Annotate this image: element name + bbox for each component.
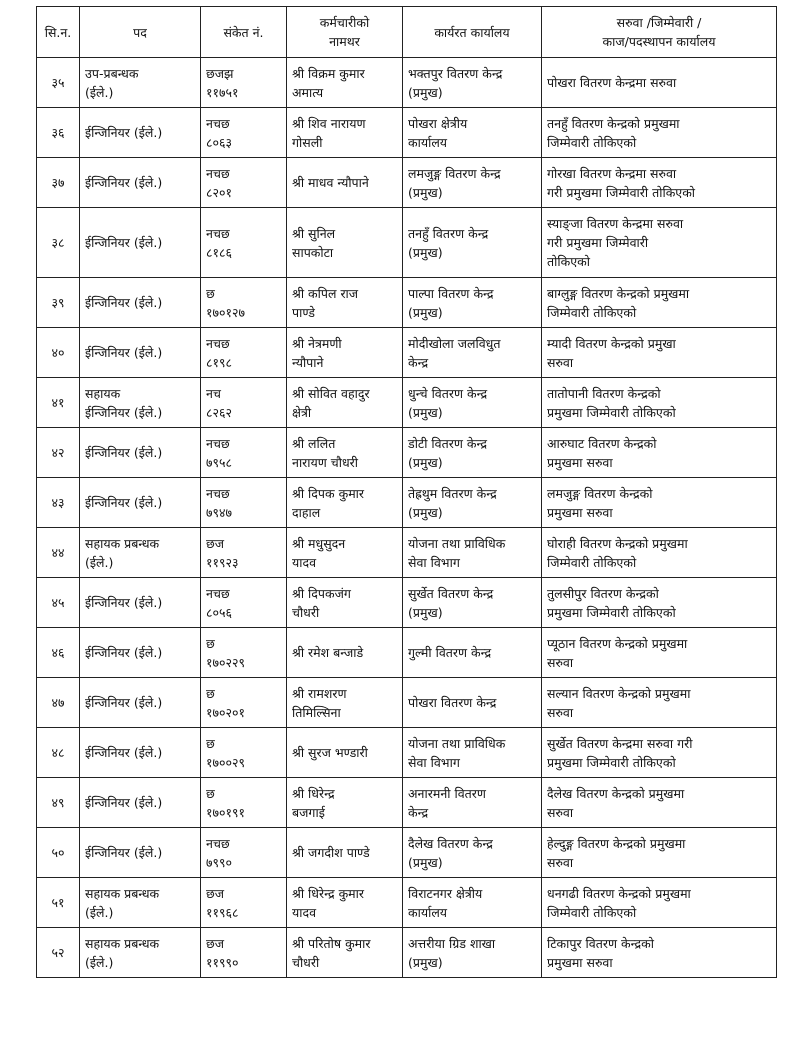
transfer-office-cell-text: टिकापुर वितरण केन्द्रको प्रमुखमा सरुवा: [547, 935, 654, 970]
employee-name-cell-text: श्री दिपक कुमार दाहाल: [292, 485, 365, 520]
table-row: [37, 208, 777, 278]
post-cell: [80, 108, 201, 158]
transfer-office-cell: [542, 58, 777, 108]
serial-number-cell: [37, 678, 80, 728]
working-office-cell-text: सुर्खेत वितरण केन्द्र (प्रमुख): [408, 585, 494, 620]
serial-number-cell: [37, 578, 80, 628]
post-cell-text: ईन्जिनियर (ईले.): [85, 795, 163, 810]
working-office-cell-text: मोदीखोला जलविधुत केन्द्र: [408, 335, 501, 370]
transfer-office-cell-text: लमजुङ्ग वितरण केन्द्रको प्रमुखमा सरुवा: [547, 485, 653, 520]
post-cell-text: ईन्जिनियर (ईले.): [85, 695, 163, 710]
code-number-cell: [201, 208, 287, 278]
code-number-cell: [201, 928, 287, 978]
employee-name-cell-text: श्री जगदीश पाण्डे: [292, 845, 370, 860]
code-number-cell-text: नचछ ७९५८: [206, 435, 233, 470]
employee-name-cell-text: श्री ललित नारायण चौधरी: [292, 435, 358, 470]
serial-number-cell-text: ३७: [51, 175, 65, 190]
employee-name-cell-text: श्री विक्रम कुमार अमात्य: [292, 65, 365, 100]
code-number-cell: [201, 328, 287, 378]
working-office-cell: [403, 678, 542, 728]
code-number-cell-text: नचछ ८२०१: [206, 165, 233, 200]
working-office-cell-text: लमजुङ्ग वितरण केन्द्र (प्रमुख): [408, 165, 501, 200]
code-number-cell: [201, 878, 287, 928]
serial-number-cell-text: ३६: [51, 125, 65, 140]
post-cell: [80, 428, 201, 478]
header-serial-number-text: सि.न.: [44, 24, 72, 40]
serial-number-cell: [37, 278, 80, 328]
employee-name-cell-text: श्री धिरेन्द्र कुमार यादव: [292, 885, 364, 920]
post-cell-text: ईन्जिनियर (ईले.): [85, 295, 163, 310]
transfer-office-cell: [542, 278, 777, 328]
header-row: [37, 7, 777, 58]
table-row: [37, 478, 777, 528]
working-office-cell: [403, 878, 542, 928]
working-office-cell: [403, 728, 542, 778]
working-office-cell: [403, 828, 542, 878]
serial-number-cell: [37, 428, 80, 478]
post-cell-text: उप-प्रबन्धक (ईले.): [85, 65, 139, 100]
working-office-cell: [403, 378, 542, 428]
transfer-office-cell-text: सल्यान वितरण केन्द्रको प्रमुखमा सरुवा: [547, 685, 691, 720]
working-office-cell: [403, 928, 542, 978]
employee-name-cell-text: श्री सोवित वहादुर क्षेत्री: [292, 385, 370, 420]
post-cell: [80, 728, 201, 778]
code-number-cell: [201, 778, 287, 828]
post-cell: [80, 528, 201, 578]
transfer-office-cell: [542, 678, 777, 728]
serial-number-cell-text: ४५: [51, 595, 65, 610]
transfer-office-cell: [542, 728, 777, 778]
code-number-cell-text: छ १७०२०१: [206, 685, 246, 720]
post-cell: [80, 578, 201, 628]
serial-number-cell-text: ४३: [51, 495, 65, 510]
post-cell-text: सहायक ईन्जिनियर (ईले.): [85, 385, 163, 420]
serial-number-cell: [37, 878, 80, 928]
transfer-office-cell-text: पोखरा वितरण केन्द्रमा सरुवा: [547, 75, 677, 90]
post-cell: [80, 328, 201, 378]
post-cell-text: ईन्जिनियर (ईले.): [85, 495, 163, 510]
serial-number-cell-text: ४२: [51, 445, 65, 460]
code-number-cell-text: छज ११९२३: [206, 535, 239, 570]
code-number-cell-text: नचछ ७९९०: [206, 835, 233, 870]
transfer-office-cell: [542, 778, 777, 828]
working-office-cell: [403, 328, 542, 378]
working-office-cell: [403, 478, 542, 528]
code-number-cell-text: नच ८२६२: [206, 385, 233, 420]
table-row: [37, 928, 777, 978]
table-header: [37, 7, 777, 58]
transfer-office-cell-text: दैलेख वितरण केन्द्रको प्रमुखमा सरुवा: [547, 785, 685, 820]
serial-number-cell-text: ४०: [51, 345, 65, 360]
transfer-office-cell: [542, 528, 777, 578]
transfer-office-cell-text: तुलसीपुर वितरण केन्द्रको प्रमुखमा जिम्मेवारी तोकिएको: [547, 585, 676, 620]
post-cell: [80, 278, 201, 328]
working-office-cell: [403, 208, 542, 278]
code-number-cell: [201, 58, 287, 108]
serial-number-cell: [37, 828, 80, 878]
post-cell: [80, 378, 201, 428]
table-row: [37, 628, 777, 678]
code-number-cell: [201, 728, 287, 778]
post-cell-text: ईन्जिनियर (ईले.): [85, 645, 163, 660]
working-office-cell-text: धुन्चे वितरण केन्द्र (प्रमुख): [408, 385, 488, 420]
working-office-cell-text: दैलेख वितरण केन्द्र (प्रमुख): [408, 835, 493, 870]
post-cell: [80, 778, 201, 828]
working-office-cell-text: गुल्मी वितरण केन्द्र: [408, 645, 492, 660]
post-cell: [80, 678, 201, 728]
table-row: [37, 158, 777, 208]
code-number-cell-text: नचछ ८०६३: [206, 115, 233, 150]
working-office-cell: [403, 158, 542, 208]
employee-name-cell: [287, 878, 403, 928]
employee-name-cell-text: श्री नेत्रमणी न्यौपाने: [292, 335, 342, 370]
transfer-office-cell: [542, 378, 777, 428]
serial-number-cell: [37, 778, 80, 828]
serial-number-cell-text: ३८: [51, 235, 65, 250]
employee-name-cell-text: श्री कपिल राज पाण्डे: [292, 285, 359, 320]
code-number-cell-text: छ १७०२२९: [206, 635, 246, 670]
code-number-cell: [201, 108, 287, 158]
employee-name-cell: [287, 108, 403, 158]
transfer-office-cell-text: सुर्खेत वितरण केन्द्रमा सरुवा गरी प्रमुखमा जिम्मेवारी तोकिएको: [547, 735, 693, 770]
transfer-office-cell: [542, 208, 777, 278]
employee-name-cell-text: श्री सुरज भण्डारी: [292, 745, 368, 760]
employee-name-cell-text: श्री धिरेन्द्र बजगाई: [292, 785, 335, 820]
working-office-cell: [403, 58, 542, 108]
post-cell-text: सहायक प्रबन्धक (ईले.): [85, 935, 160, 970]
post-cell-text: ईन्जिनियर (ईले.): [85, 445, 163, 460]
post-cell-text: सहायक प्रबन्धक (ईले.): [85, 535, 160, 570]
working-office-cell-text: तेह्रथुम वितरण केन्द्र (प्रमुख): [408, 485, 497, 520]
code-number-cell-text: नचछ ८०५६: [206, 585, 233, 620]
code-number-cell: [201, 158, 287, 208]
serial-number-cell: [37, 528, 80, 578]
header-transfer-office: [542, 7, 777, 58]
serial-number-cell: [37, 208, 80, 278]
post-cell-text: ईन्जिनियर (ईले.): [85, 845, 163, 860]
document-page: [36, 6, 776, 978]
code-number-cell: [201, 278, 287, 328]
transfer-office-cell-text: प्यूठान वितरण केन्द्रको प्रमुखमा सरुवा: [547, 635, 688, 670]
working-office-cell: [403, 628, 542, 678]
serial-number-cell-text: ३५: [51, 75, 65, 90]
table-row: [37, 378, 777, 428]
header-post-text: पद: [133, 24, 147, 40]
serial-number-cell-text: ४९: [51, 795, 65, 810]
header-employee-name: [287, 7, 403, 58]
post-cell-text: ईन्जिनियर (ईले.): [85, 175, 163, 190]
working-office-cell-text: अनारमनी वितरण केन्द्र: [408, 785, 486, 820]
employee-name-cell: [287, 778, 403, 828]
header-working-office: [403, 7, 542, 58]
transfer-office-cell-text: घोराही वितरण केन्द्रको प्रमुखमा जिम्मेवारी तोकिएको: [547, 535, 688, 570]
working-office-cell-text: पाल्पा वितरण केन्द्र (प्रमुख): [408, 285, 494, 320]
serial-number-cell: [37, 328, 80, 378]
transfer-office-cell-text: म्यादी वितरण केन्द्रको प्रमुखा सरुवा: [547, 335, 676, 370]
transfer-office-cell: [542, 158, 777, 208]
serial-number-cell: [37, 628, 80, 678]
employee-name-cell: [287, 728, 403, 778]
table-row: [37, 528, 777, 578]
transfer-office-cell-text: आरुघाट वितरण केन्द्रको प्रमुखमा सरुवा: [547, 435, 657, 470]
employee-name-cell-text: श्री दिपकजंग चौधरी: [292, 585, 351, 620]
working-office-cell: [403, 528, 542, 578]
table-row: [37, 328, 777, 378]
serial-number-cell: [37, 108, 80, 158]
transfer-office-cell: [542, 108, 777, 158]
code-number-cell: [201, 678, 287, 728]
employee-name-cell-text: श्री सुनिल सापकोटा: [292, 225, 336, 260]
code-number-cell-text: छ १७०१९१: [206, 785, 246, 820]
post-cell-text: ईन्जिनियर (ईले.): [85, 745, 163, 760]
post-cell: [80, 58, 201, 108]
post-cell-text: ईन्जिनियर (ईले.): [85, 235, 163, 250]
table-row: [37, 728, 777, 778]
header-code-number-text: संकेत नं.: [223, 24, 264, 40]
code-number-cell: [201, 428, 287, 478]
employee-name-cell-text: श्री परितोष कुमार चौधरी: [292, 935, 371, 970]
employee-name-cell: [287, 628, 403, 678]
post-cell-text: ईन्जिनियर (ईले.): [85, 125, 163, 140]
working-office-cell-text: डोटी वितरण केन्द्र (प्रमुख): [408, 435, 487, 470]
transfer-office-cell: [542, 428, 777, 478]
transfer-office-cell: [542, 628, 777, 678]
working-office-cell-text: तनहुँ वितरण केन्द्र (प्रमुख): [408, 225, 489, 260]
serial-number-cell: [37, 928, 80, 978]
table-row: [37, 108, 777, 158]
working-office-cell: [403, 778, 542, 828]
code-number-cell-text: छज ११९६८: [206, 885, 239, 920]
transfer-office-cell-text: हेल्दुङ्ग वितरण केन्द्रको प्रमुखमा सरुवा: [547, 835, 686, 870]
serial-number-cell-text: ५०: [51, 845, 65, 860]
serial-number-cell-text: ५२: [51, 945, 65, 960]
code-number-cell: [201, 478, 287, 528]
employee-name-cell: [287, 328, 403, 378]
post-cell: [80, 158, 201, 208]
post-cell: [80, 828, 201, 878]
serial-number-cell-text: ४८: [51, 745, 65, 760]
code-number-cell-text: छ १७००२९: [206, 735, 246, 770]
header-working-office-text: कार्यरत कार्यालय: [434, 24, 510, 40]
transfer-office-cell: [542, 878, 777, 928]
working-office-cell-text: योजना तथा प्राविधिक सेवा विभाग: [408, 735, 506, 770]
post-cell: [80, 928, 201, 978]
table-row: [37, 278, 777, 328]
code-number-cell-text: नचछ ८१८६: [206, 225, 233, 260]
table-row: [37, 58, 777, 108]
table-row: [37, 828, 777, 878]
serial-number-cell-text: ३९: [51, 295, 65, 310]
serial-number-cell-text: ४४: [51, 545, 65, 560]
employee-name-cell: [287, 528, 403, 578]
employee-name-cell-text: श्री शिव नारायण गोसली: [292, 115, 366, 150]
code-number-cell-text: छज ११९९०: [206, 935, 239, 970]
header-post: [80, 7, 201, 58]
post-cell-text: ईन्जिनियर (ईले.): [85, 595, 163, 610]
post-cell: [80, 878, 201, 928]
employee-name-cell: [287, 478, 403, 528]
code-number-cell: [201, 828, 287, 878]
employee-name-cell-text: श्री मधुसुदन यादव: [292, 535, 346, 570]
header-serial-number: [37, 7, 80, 58]
working-office-cell: [403, 278, 542, 328]
employee-name-cell: [287, 428, 403, 478]
transfer-office-cell: [542, 328, 777, 378]
employee-name-cell-text: श्री रामशरण तिमिल्सिना: [292, 685, 347, 720]
employee-name-cell-text: श्री माधव न्यौपाने: [292, 175, 369, 190]
employee-name-cell: [287, 828, 403, 878]
working-office-cell-text: अत्तरीया ग्रिड शाखा (प्रमुख): [408, 935, 496, 970]
employee-name-cell-text: श्री रमेश बन्जाडे: [292, 645, 364, 660]
serial-number-cell: [37, 478, 80, 528]
code-number-cell: [201, 578, 287, 628]
serial-number-cell-text: ४१: [51, 395, 65, 410]
employee-name-cell: [287, 678, 403, 728]
serial-number-cell: [37, 58, 80, 108]
transfer-table: [36, 6, 777, 978]
employee-name-cell: [287, 928, 403, 978]
post-cell: [80, 208, 201, 278]
header-transfer-office-text: सरुवा /जिम्मेवारी / काज/पदस्थापन कार्यालय: [602, 15, 716, 49]
working-office-cell-text: भक्तपुर वितरण केन्द्र (प्रमुख): [408, 65, 503, 100]
post-cell-text: सहायक प्रबन्धक (ईले.): [85, 885, 160, 920]
working-office-cell: [403, 108, 542, 158]
transfer-office-cell-text: तातोपानी वितरण केन्द्रको प्रमुखमा जिम्मेवारी तोकिएको: [547, 385, 676, 420]
transfer-office-cell-text: गोरखा वितरण केन्द्रमा सरुवा गरी प्रमुखमा जिम्मेवारी तोकिएको: [547, 165, 696, 200]
working-office-cell-text: पोखरा क्षेत्रीय कार्यालय: [408, 115, 468, 150]
table-row: [37, 578, 777, 628]
table-row: [37, 428, 777, 478]
post-cell: [80, 478, 201, 528]
serial-number-cell-text: ४६: [51, 645, 65, 660]
employee-name-cell: [287, 278, 403, 328]
transfer-office-cell: [542, 928, 777, 978]
post-cell-text: ईन्जिनियर (ईले.): [85, 345, 163, 360]
post-cell: [80, 628, 201, 678]
code-number-cell: [201, 528, 287, 578]
transfer-office-cell: [542, 478, 777, 528]
code-number-cell-text: छ १७०१२७: [206, 285, 246, 320]
table-row: [37, 878, 777, 928]
code-number-cell-text: नचछ ७९४७: [206, 485, 233, 520]
serial-number-cell: [37, 378, 80, 428]
code-number-cell: [201, 628, 287, 678]
working-office-cell-text: विराटनगर क्षेत्रीय कार्यालय: [408, 885, 483, 920]
working-office-cell-text: योजना तथा प्राविधिक सेवा विभाग: [408, 535, 506, 570]
working-office-cell: [403, 578, 542, 628]
transfer-office-cell-text: बाग्लुङ्ग वितरण केन्द्रको प्रमुखमा जिम्मेवारी तोकिएको: [547, 285, 690, 320]
header-code-number: [201, 7, 287, 58]
working-office-cell: [403, 428, 542, 478]
code-number-cell-text: छजझ ११७५१: [206, 65, 239, 100]
serial-number-cell: [37, 728, 80, 778]
table-row: [37, 678, 777, 728]
header-employee-name-text: कर्मचारीको नामथर: [319, 15, 370, 49]
serial-number-cell-text: ४७: [51, 695, 65, 710]
serial-number-cell-text: ५१: [51, 895, 65, 910]
transfer-office-cell: [542, 578, 777, 628]
employee-name-cell: [287, 378, 403, 428]
table-body: [37, 58, 777, 978]
employee-name-cell: [287, 158, 403, 208]
transfer-office-cell-text: तनहुँ वितरण केन्द्रको प्रमुखमा जिम्मेवारी तोकिएको: [547, 115, 680, 150]
transfer-office-cell: [542, 828, 777, 878]
working-office-cell-text: पोखरा वितरण केन्द्र: [408, 695, 497, 710]
code-number-cell: [201, 378, 287, 428]
employee-name-cell: [287, 208, 403, 278]
transfer-office-cell-text: स्याङ्जा वितरण केन्द्रमा सरुवा गरी प्रमुखमा जिम्मेवारी तोकिएको: [547, 216, 684, 269]
serial-number-cell: [37, 158, 80, 208]
code-number-cell-text: नचछ ८१९८: [206, 335, 233, 370]
employee-name-cell: [287, 58, 403, 108]
employee-name-cell: [287, 578, 403, 628]
table-row: [37, 778, 777, 828]
transfer-office-cell-text: धनगढी वितरण केन्द्रको प्रमुखमा जिम्मेवारी तोकिएको: [547, 885, 691, 920]
